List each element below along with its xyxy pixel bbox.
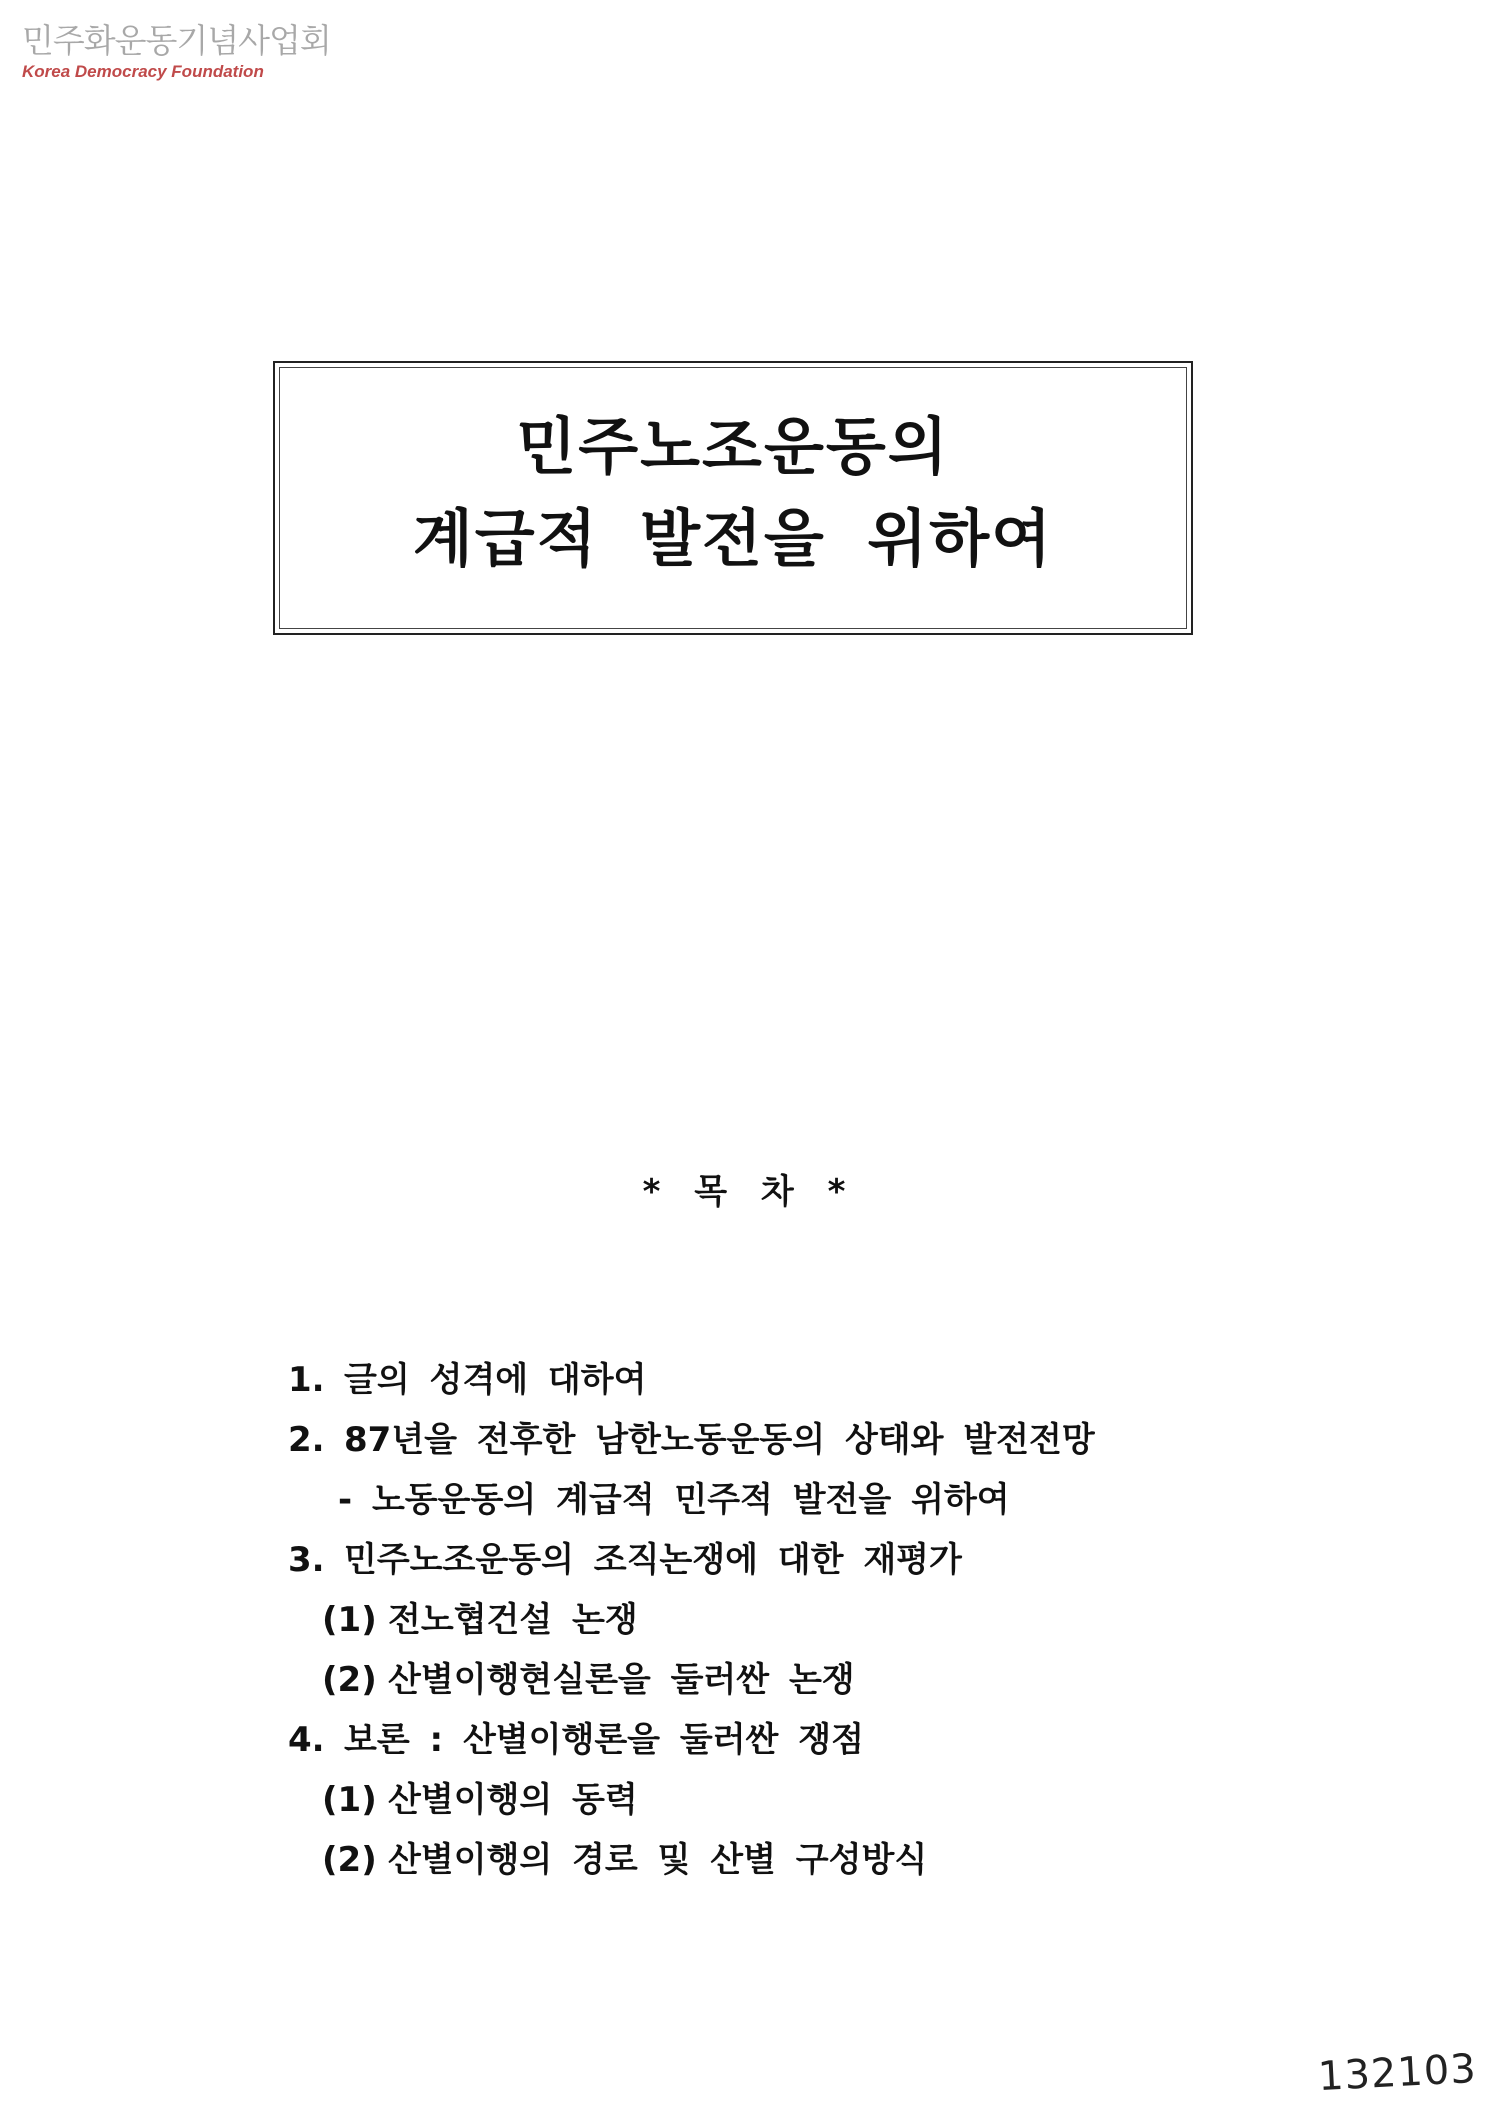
toc-item-text: 산별이행의 동력: [388, 1780, 638, 1820]
toc-item-1: [288, 1350, 1288, 1410]
toc-item-text: 산별이행의 경로 및 산별 구성방식: [388, 1840, 928, 1880]
toc-item-text: 보론 : 산별이행론을 둘러싼 쟁점: [344, 1720, 864, 1760]
toc-item-4-2: [288, 1830, 1288, 1890]
toc-item-3-1: [288, 1590, 1288, 1650]
title-line-1: 민주노조운동의: [516, 410, 950, 483]
toc-item-text: 산별이행현실론을 둘러싼 논쟁: [388, 1660, 855, 1700]
logo-korean-text: 민주화운동기념사업회: [22, 21, 331, 60]
toc-item-text: - 노동운동의 계급적 민주적 발전을 위하여: [338, 1480, 1010, 1520]
toc-item-number: (2): [322, 1660, 377, 1700]
toc-item-text: 87년을 전후한 남한노동운동의 상태와 발전전망: [344, 1420, 1095, 1460]
toc-item-4: [288, 1710, 1288, 1770]
toc-item-text: 민주노조운동의 조직논쟁에 대한 재평가: [344, 1540, 962, 1580]
toc-item-number: 3.: [288, 1540, 325, 1580]
title-box: [273, 361, 1193, 635]
toc-item-number: 2.: [288, 1420, 325, 1460]
toc-item-number: (1): [322, 1600, 377, 1640]
toc-item-4-1: [288, 1770, 1288, 1830]
toc-item-number: 1.: [288, 1360, 325, 1400]
archive-number: 132103: [1316, 2045, 1478, 2101]
toc-item-number: (2): [322, 1840, 377, 1880]
title-line-2: 계급적 발전을 위하여: [412, 502, 1054, 575]
logo-english-text: Korea Democracy Foundation: [22, 62, 264, 81]
foundation-logo: [22, 20, 331, 82]
toc-item-2-subtitle: [288, 1470, 1288, 1530]
toc-item-text: 글의 성격에 대하여: [344, 1360, 647, 1400]
toc-item-3-2: [288, 1650, 1288, 1710]
toc-item-number: 4.: [288, 1720, 325, 1760]
toc-item-2: [288, 1410, 1288, 1470]
toc-item-text: 전노협건설 논쟁: [388, 1600, 638, 1640]
toc-item-3: [288, 1530, 1288, 1590]
toc-heading: * 목 차 *: [642, 1172, 846, 1212]
toc-item-number: (1): [322, 1780, 377, 1820]
table-of-contents: [288, 1350, 1288, 1890]
